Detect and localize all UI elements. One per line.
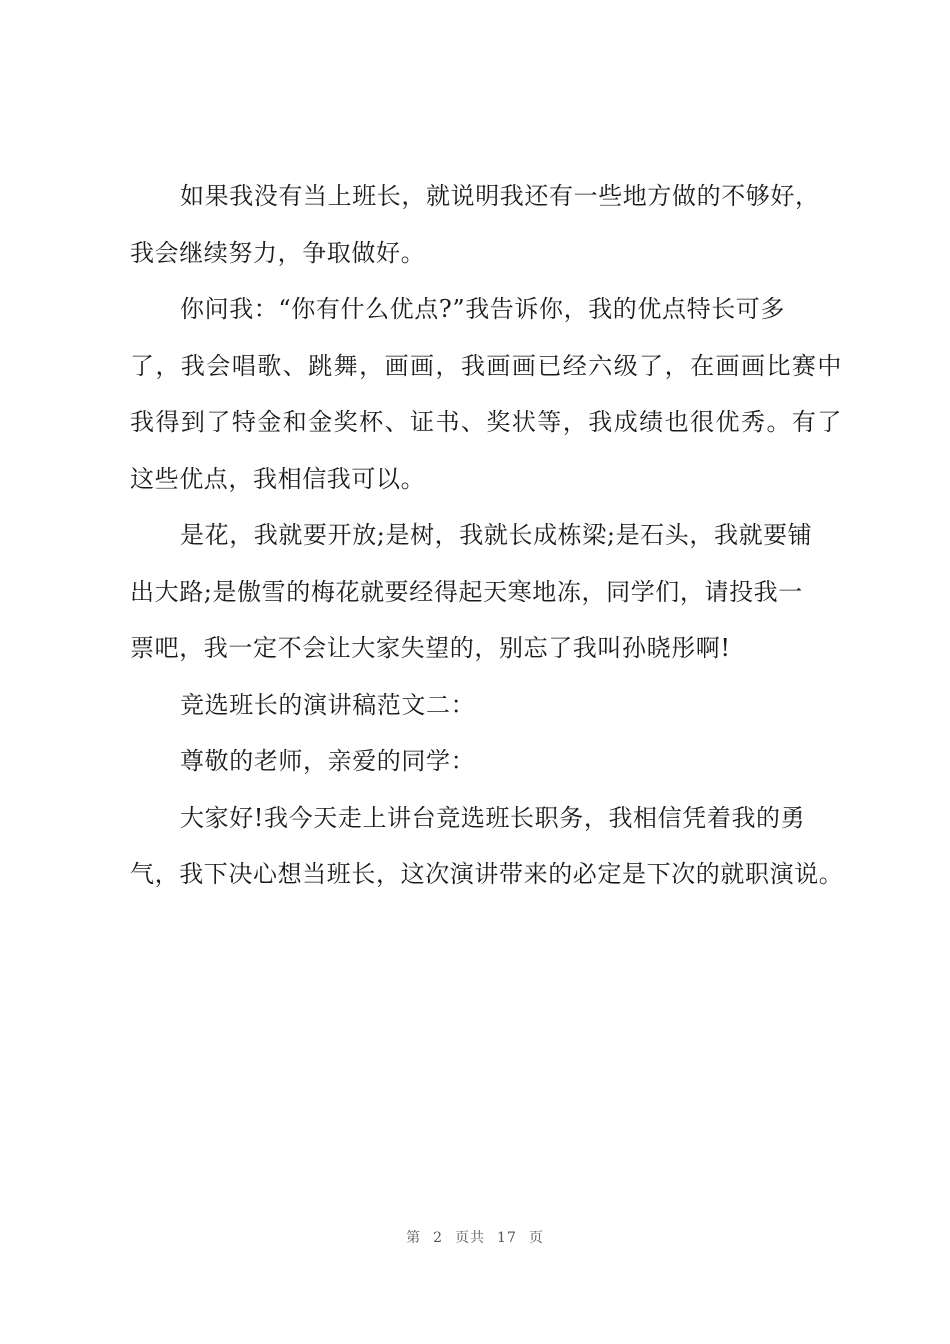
footer-total-pages: 17: [497, 1230, 517, 1246]
text-line: 你问我：“你有什么优点?”我告诉你，我的优点特长可多: [180, 295, 786, 323]
footer-prefix: 第: [406, 1230, 422, 1246]
text-line: 气，我下决心想当班长，这次演讲带来的必定是下次的就职演说。: [130, 860, 844, 888]
text-line: 我得到了特金和金奖杯、证书、奖状等，我成绩也很优秀。有了: [130, 408, 842, 436]
text-line: 尊敬的老师，亲爱的同学：: [180, 747, 476, 775]
paragraph: [130, 790, 842, 903]
text-line: 竞选班长的演讲稿范文二：: [180, 690, 476, 719]
page-footer: [0, 1227, 950, 1247]
text-line: 我会继续努力，争取做好。: [130, 238, 426, 267]
text-line: 票吧，我一定不会让大家失望的，别忘了我叫孙晓彤啊!: [130, 634, 731, 662]
paragraph: [130, 281, 842, 507]
footer-middle: 页共: [455, 1230, 486, 1246]
document-body: [130, 168, 842, 903]
text-line: 了，我会唱歌、跳舞，画画，我画画已经六级了，在画画比赛中: [130, 351, 842, 380]
section-heading: [130, 677, 842, 734]
text-line: 如果我没有当上班长，就说明我还有一些地方做的不够好，: [180, 182, 820, 210]
footer-current-page: 2: [433, 1230, 444, 1246]
text-line: 出大路;是傲雪的梅花就要经得起天寒地冻，同学们，请投我一: [130, 577, 803, 606]
text-line: 是花，我就要开放;是树，我就长成栋梁;是石头，我就要铺: [180, 521, 813, 549]
text-line: 大家好!我今天走上讲台竞选班长职务，我相信凭着我的勇: [180, 803, 806, 832]
text-line: 这些优点，我相信我可以。: [130, 464, 426, 493]
footer-suffix: 页: [528, 1230, 544, 1246]
paragraph: [130, 507, 842, 677]
salutation: [130, 733, 842, 790]
paragraph: [130, 168, 842, 281]
